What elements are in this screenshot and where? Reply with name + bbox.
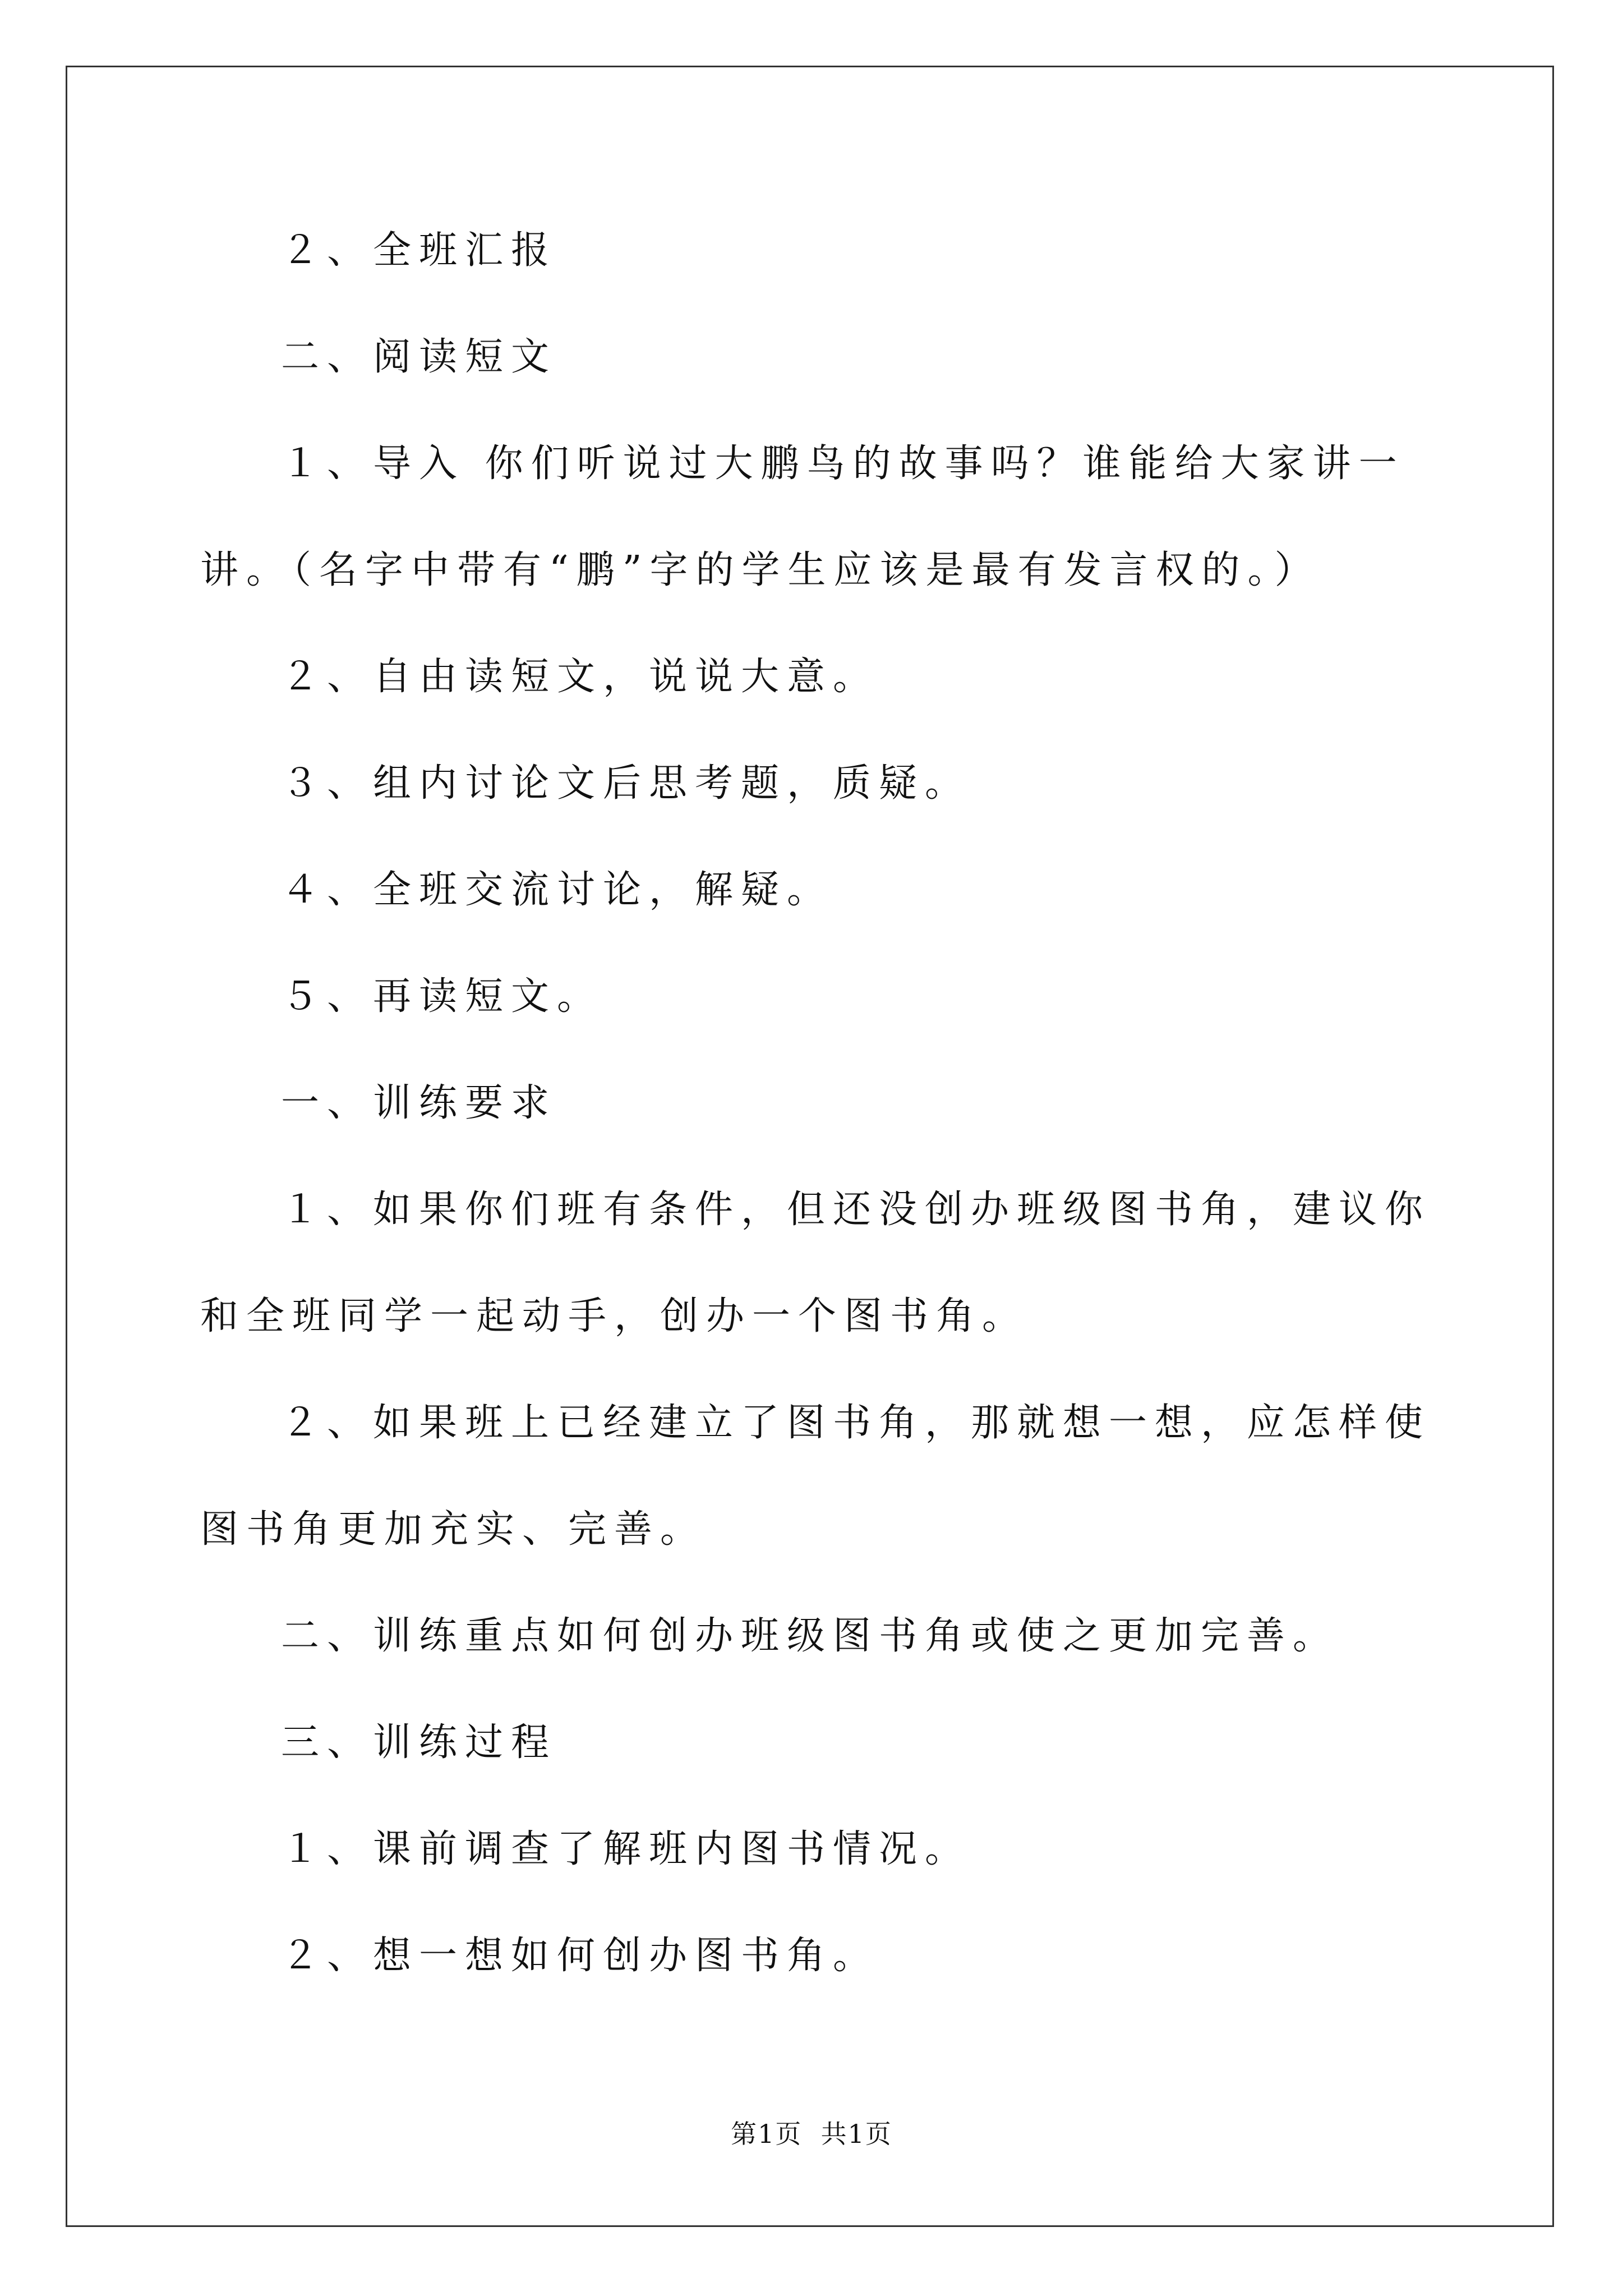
paragraph-14: ２、想一想如何创办图书角。 <box>281 1934 879 1978</box>
paragraph-12: 三、训练过程 <box>281 1720 557 1765</box>
paragraph-3: １、导入 你们听说过大鹏鸟的故事吗？谁能给大家讲一讲。（名字中带有“鹏”字的学生应该是最有发言权的。） <box>200 441 1405 592</box>
page-footer: 第1页 共1页 <box>731 2119 892 2149</box>
paragraph-7: ５、再读短文。 <box>281 974 603 1019</box>
paragraph-1: ２、全班汇报 <box>281 228 557 273</box>
paragraph-13: １、课前调查了解班内图书情况。 <box>281 1827 971 1871</box>
paragraph-5: ３、组内讨论文后思考题，质疑。 <box>281 761 971 806</box>
paragraph-2: 二、阅读短文 <box>281 335 557 379</box>
paragraph-6: ４、全班交流讨论，解疑。 <box>281 868 833 912</box>
paragraph-10: ２、如果班上已经建立了图书角，那就想一想，应怎样使图书角更加充实、完善。 <box>200 1401 1431 1552</box>
paragraph-11: 二、训练重点如何创办班级图书角或使之更加完善。 <box>281 1614 1339 1658</box>
paragraph-8: 一、训练要求 <box>281 1081 557 1125</box>
paragraph-4: ２、自由读短文，说说大意。 <box>281 655 879 699</box>
paragraph-9: １、如果你们班有条件，但还没创办班级图书角，建议你和全班同学一起动手，创办一个图书角。 <box>200 1188 1431 1338</box>
